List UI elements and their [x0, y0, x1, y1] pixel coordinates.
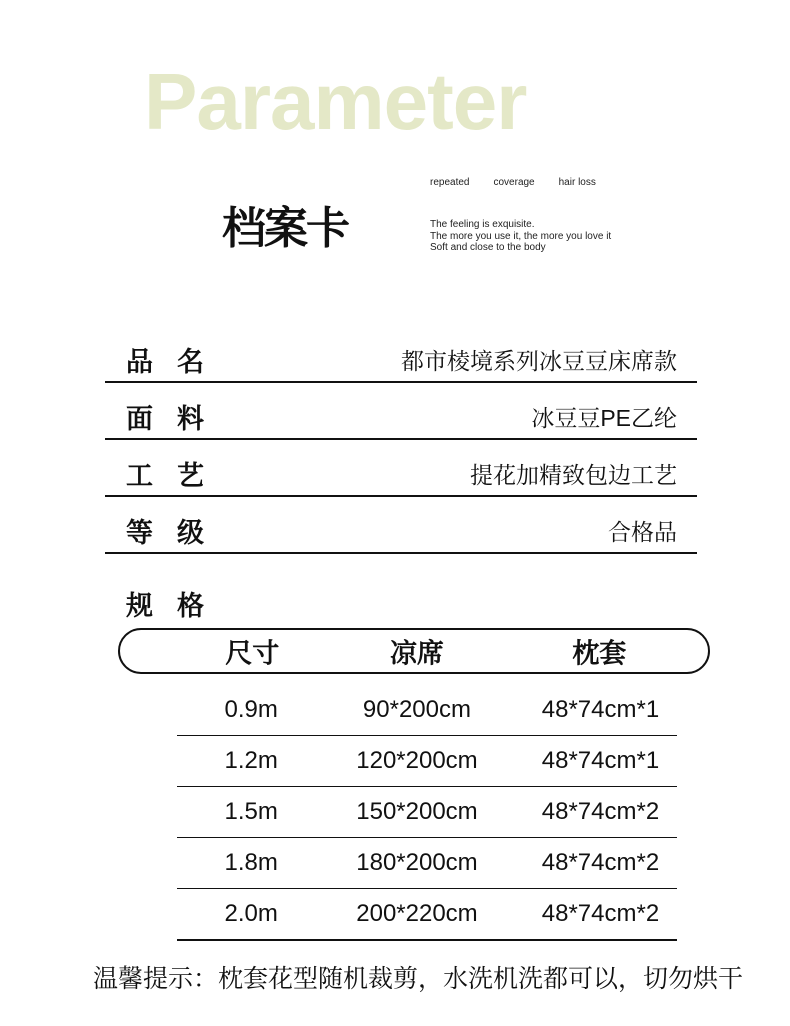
size-table-body	[118, 685, 710, 941]
watermark-title: Parameter	[144, 57, 527, 146]
feature-keywords	[430, 177, 596, 188]
spec-value: 冰豆豆PE乙纶	[531, 405, 677, 431]
cell-mat: 200*220cm	[356, 900, 478, 927]
table-bottom-rule	[177, 939, 677, 941]
size-table-header	[118, 628, 710, 674]
table-row	[118, 736, 710, 786]
cell-pillowcase: 48*74cm*1	[541, 747, 660, 774]
care-note: 温馨提示：枕套花型随机裁剪，水洗机洗都可以，切勿烘干	[93, 965, 744, 993]
table-row	[118, 685, 710, 735]
tagline-line-3: Soft and close to the body	[430, 242, 546, 253]
cell-pillowcase: 48*74cm*2	[541, 849, 660, 876]
cell-pillowcase: 48*74cm*2	[541, 798, 660, 825]
spec-list	[105, 326, 697, 554]
keyword-repeated: repeated	[430, 177, 470, 188]
column-header-size: 尺寸	[225, 638, 280, 669]
spec-row-fabric	[105, 383, 697, 440]
spec-value: 提花加精致包边工艺	[470, 462, 677, 488]
spec-row-craft	[105, 440, 697, 497]
table-row	[118, 838, 710, 888]
cell-mat: 150*200cm	[356, 798, 478, 825]
column-header-pillowcase: 枕套	[572, 638, 627, 669]
card-title: 档案卡	[222, 204, 348, 253]
spec-row-grade	[105, 497, 697, 554]
size-section-heading: 规格	[126, 591, 228, 621]
spec-value: 都市棱境系列冰豆豆床席款	[401, 348, 677, 374]
cell-size: 1.8m	[224, 849, 278, 876]
spec-label: 品名	[126, 347, 228, 377]
cell-size: 2.0m	[224, 900, 278, 927]
tagline-line-1: The feeling is exquisite.	[430, 219, 535, 230]
cell-mat: 90*200cm	[362, 696, 471, 723]
table-row	[118, 889, 710, 939]
cell-pillowcase: 48*74cm*2	[541, 900, 660, 927]
keyword-coverage: coverage	[493, 177, 535, 188]
cell-pillowcase: 48*74cm*1	[541, 696, 660, 723]
spec-value: 合格品	[608, 519, 677, 545]
tagline	[430, 219, 611, 254]
keyword-hair-loss: hair loss	[558, 177, 596, 188]
cell-mat: 180*200cm	[356, 849, 478, 876]
cell-size: 0.9m	[224, 696, 278, 723]
cell-size: 1.5m	[224, 798, 278, 825]
column-header-mat: 凉席	[389, 638, 444, 669]
spec-row-product-name	[105, 326, 697, 383]
cell-size: 1.2m	[224, 747, 278, 774]
spec-label: 面料	[126, 404, 228, 434]
tagline-line-2: The more you use it, the more you love it	[430, 230, 612, 242]
cell-mat: 120*200cm	[356, 747, 478, 774]
spec-label: 工艺	[126, 461, 228, 491]
table-row	[118, 787, 710, 837]
spec-label: 等级	[126, 518, 228, 548]
